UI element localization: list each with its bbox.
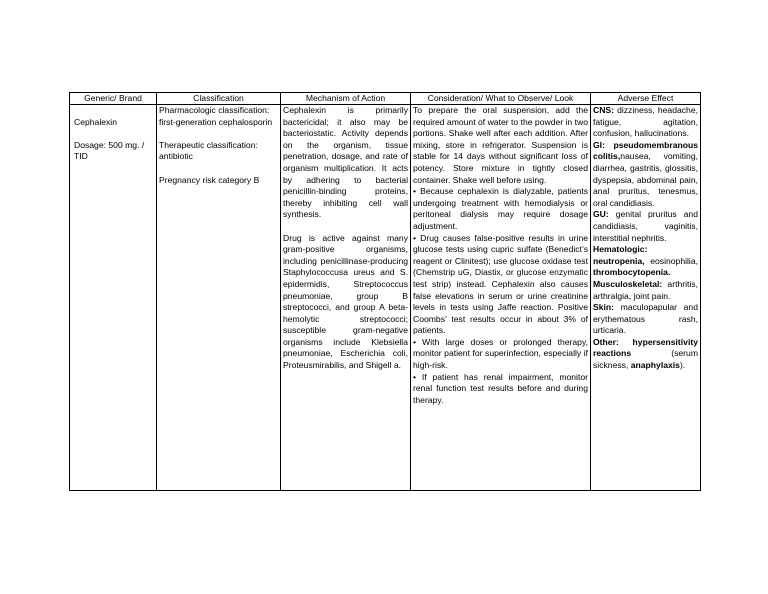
consideration-paragraph-3: • Drug causes false-positive results in urine glucose tests using cupric sulfate (Benedict’s reagent or Clinitest); use glucose oxidase test (Chemstrip uG, Diastix, or glucose enzymatic test strip) instead. Cephalexin also causes false elevations in serum or urine creatinine levels in tests using Jaffe reaction. Positive Coombs’ test results occur in about 3% of patients. [413, 232, 588, 336]
consideration-paragraph-1: To prepare the oral suspension, add the required amount of water to the powder in two portions. Shake well after each addition. After mixing, store in refrigerator. Suspension is stable for 14 days without significant loss of potency. Store mixture in tightly closed container. Shake well before using. [413, 105, 588, 185]
header-classification: Classification [157, 93, 281, 105]
other-label-2: anaphylaxis [630, 360, 680, 371]
drug-study-table [69, 92, 701, 491]
cns-text: dizziness, headache, fatigue, agitation, confusion, hallucinations. [593, 105, 698, 139]
mechanism-cell [281, 105, 411, 491]
gi-label: GI: pseudomembranous colitis, [593, 139, 698, 162]
other-label: Other: hypersensitivity reactions [593, 336, 698, 359]
dosage-text: Dosage: 500 mg. / TID [74, 139, 145, 162]
generic-cell [70, 105, 157, 491]
pregnancy-risk-category: Pregnancy risk category B [159, 174, 260, 185]
table-row [70, 105, 701, 491]
skin-label: Skin: [593, 302, 615, 313]
header-generic: Generic/ Brand [70, 93, 157, 105]
cns-label: CNS: [593, 105, 615, 115]
gi-text: nausea, vomiting, diarrhea, gastritis, glossitis, dyspepsia, abdominal pain, anal pruritus, tenesmus, oral candidiasis. [593, 151, 698, 208]
consideration-paragraph-5: • If patient has renal impairment, monitor renal function test results before and during therapy. [413, 371, 588, 405]
adverse-gu [593, 209, 698, 244]
musculoskeletal-label: Musculoskeletal: [593, 278, 663, 289]
skin-text: maculopapular and erythematous rash, urticaria. [593, 302, 698, 336]
header-mechanism: Mechanism of Action [281, 93, 411, 105]
hematologic-label: Hematologic: neutropenia, [593, 244, 648, 266]
hematologic-label-2: thrombocytopenia. [593, 267, 671, 278]
mechanism-paragraph-2: Drug is active against many gram-positive organisms, including penicillinase-producing Staphylococcusa ureus and S. epidermidis, Streptococcus pneumoniae, group B streptococci, and group A beta-hemolytic streptococci; susceptible gram-negative organisms include Klebsiella pneumoniae, Escherichia coli, Proteusmirabilis, and Shigell a. [283, 232, 408, 371]
adverse-musculoskeletal [593, 279, 698, 302]
hematologic-text: eosinophilia, [644, 255, 698, 266]
classification-cell [157, 105, 281, 491]
other-text-2: ). [679, 360, 686, 371]
consideration-paragraph-4: • With large doses or prolonged therapy, monitor patient for superinfection, especially if high-risk. [413, 336, 588, 371]
pharmacologic-classification: Pharmacologic classification: first-generation cephalosporin [159, 105, 273, 127]
consideration-cell [411, 105, 591, 491]
therapeutic-classification: Therapeutic classification: antibiotic [159, 139, 258, 162]
table-header-row [70, 93, 701, 105]
musculoskeletal-text: arthritis, arthralgia, joint pain. [593, 278, 698, 301]
other-text: (serum sickness, [593, 348, 698, 371]
consideration-paragraph-2: • Because cephalexin is dialyzable, patients undergoing treatment with hemodialysis or peritoneal dialysis may require dosage adjustment. [413, 186, 588, 231]
header-adverse: Adverse Effect [591, 93, 701, 105]
adverse-skin [593, 302, 698, 337]
header-consideration: Consideration/ What to Observe/ Look [411, 93, 591, 105]
adverse-cns [593, 105, 698, 140]
drug-name: Cephalexin [74, 116, 117, 127]
adverse-gi [593, 140, 698, 210]
gu-text: genital pruritus and candidiasis, vaginitis, interstitial nephritis. [593, 209, 698, 243]
mechanism-paragraph-1: Cephalexin is primarily bactericidal; it also may be bacteriostatic. Activity depends on the organism, tissue penetration, dosage, and rate of organism multiplication. It acts by adhering to bacterial penicillin-binding proteins, thereby inhibiting cell wall synthesis. [283, 105, 408, 220]
adverse-cell [591, 105, 701, 491]
adverse-other [593, 337, 698, 372]
adverse-hematologic [593, 244, 698, 279]
gu-label: GU: [593, 209, 609, 220]
